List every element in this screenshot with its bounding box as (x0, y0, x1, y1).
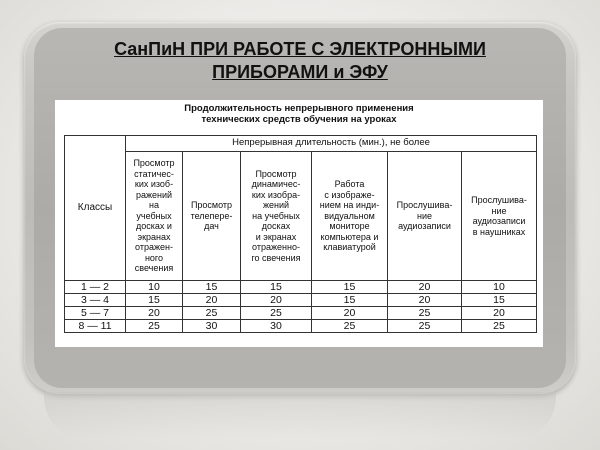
duration-cell: 20 (126, 307, 183, 320)
column-header-line: отраженно- (252, 242, 300, 253)
column-header-line: ного (144, 252, 164, 263)
duration-cell: 20 (241, 294, 312, 307)
duration-cell: 20 (183, 294, 241, 307)
duration-cell: 25 (312, 320, 388, 333)
duration-cell: 30 (241, 320, 312, 333)
column-header-line: ние (416, 210, 432, 221)
column-header-line: Работа (334, 179, 365, 190)
column-header-line: нием на инди- (319, 200, 380, 211)
column-header-line: динамичес- (251, 179, 301, 190)
column-header-line: аудиозаписи (472, 216, 526, 226)
grade-cell: 1 — 2 (65, 281, 126, 294)
column-header-line: экранах (137, 231, 171, 242)
column-header-line: и экранах (255, 231, 297, 242)
column-header-line: ких изобра- (251, 189, 301, 200)
duration-cell: 20 (312, 307, 388, 320)
caption-line-1: Продолжительность непрерывного применения (184, 103, 414, 114)
column-header-line: Прослушива- (471, 195, 527, 205)
column-header-line: в наушниках (472, 226, 526, 237)
table-caption (55, 103, 543, 125)
duration-cell: 15 (312, 294, 388, 307)
table-row (65, 281, 537, 294)
column-header-line: дач (204, 221, 219, 232)
duration-cell: 15 (312, 281, 388, 294)
table-row (65, 307, 537, 320)
column-header (312, 152, 388, 281)
table-body (65, 281, 537, 333)
column-header-line: Просмотр (133, 158, 175, 169)
header-row-columns (65, 152, 537, 281)
column-header-line: отражен- (135, 242, 173, 253)
column-header-line: на учебных (252, 210, 300, 221)
column-header-line: на (149, 200, 159, 211)
title-line-2: ПРИБОРАМИ и ЭФУ (212, 62, 388, 82)
column-header (241, 152, 312, 281)
sanpin-table (64, 135, 537, 333)
title-line-1: СанПиН ПРИ РАБОТЕ С ЭЛЕКТРОННЫМИ (114, 39, 486, 59)
column-header-line: досках (261, 221, 291, 232)
column-header-line: с изображе- (324, 189, 375, 200)
duration-cell: 15 (462, 294, 537, 307)
column-header-line: аудиозаписи (398, 221, 451, 232)
duration-cell: 25 (183, 307, 241, 320)
duration-cell: 20 (462, 307, 537, 320)
grade-cell: 5 — 7 (65, 307, 126, 320)
duration-cell: 15 (183, 281, 241, 294)
header-row-top (65, 136, 537, 152)
page-title (40, 38, 560, 84)
duration-cell: 20 (388, 281, 462, 294)
duration-cell: 25 (388, 320, 462, 333)
duration-cell: 15 (241, 281, 312, 294)
duration-cell: 25 (388, 307, 462, 320)
column-header-line: телепере- (190, 210, 233, 221)
grade-cell: 3 — 4 (65, 294, 126, 307)
column-header-line: Просмотр (190, 200, 233, 211)
column-header (388, 152, 462, 281)
column-header-line: видуальном (324, 210, 375, 221)
duration-cell: 20 (388, 294, 462, 307)
column-header-line: Прослушива- (396, 200, 453, 211)
caption-line-2: технических средств обучения на уроках (201, 114, 397, 125)
column-header-line: досках и (136, 221, 172, 232)
table-image (55, 100, 543, 347)
table-row (65, 320, 537, 333)
column-header-line: компьютера и (320, 231, 379, 242)
duration-cell: 10 (126, 281, 183, 294)
column-header-line: ражений (135, 189, 173, 200)
duration-cell: 25 (241, 307, 312, 320)
table-row (65, 294, 537, 307)
row-header-classes: Классы (65, 136, 126, 281)
column-header-line: свечения (134, 263, 174, 274)
column-header-line: го свечения (251, 252, 301, 263)
column-header-line: мониторе (329, 221, 370, 232)
duration-cell: 25 (462, 320, 537, 333)
group-header: Непрерывная длительность (мин.), не более (126, 136, 537, 152)
column-header-line: учебных (136, 210, 172, 221)
column-header-line: ние (491, 205, 507, 216)
duration-cell: 30 (183, 320, 241, 333)
column-header (462, 152, 537, 281)
column-header-line: статичес- (134, 168, 174, 179)
column-header (126, 152, 183, 281)
duration-cell: 15 (126, 294, 183, 307)
column-header-line: ких изоб- (134, 179, 174, 190)
column-header-line: клавиатурой (323, 242, 376, 253)
duration-cell: 25 (126, 320, 183, 333)
column-header-line: жений (262, 200, 290, 211)
duration-cell: 10 (462, 281, 537, 294)
grade-cell: 8 — 11 (65, 320, 126, 333)
frame-reflection (44, 392, 556, 438)
column-header (183, 152, 241, 281)
column-header-line: Просмотр (255, 168, 297, 179)
